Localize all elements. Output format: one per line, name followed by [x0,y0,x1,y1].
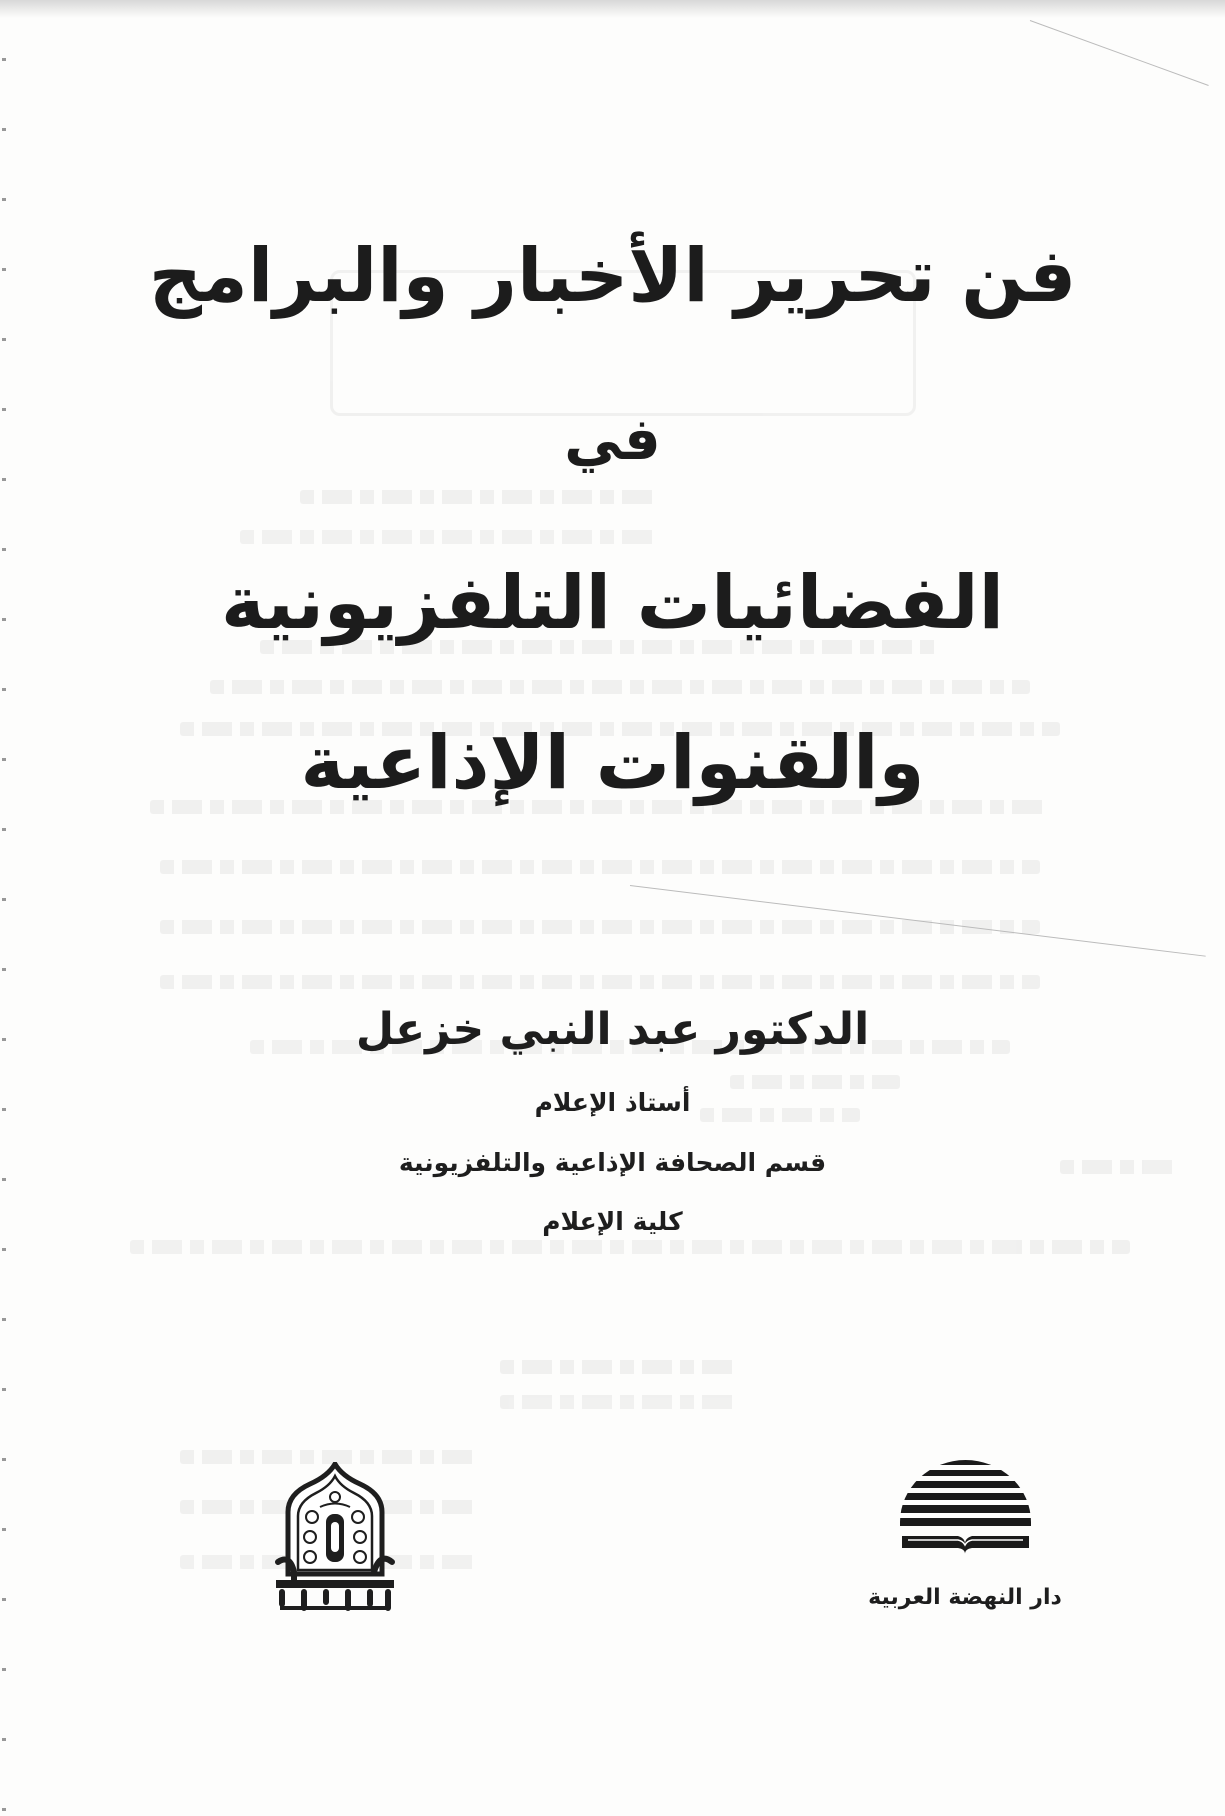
author-department: قسم الصحافة الإذاعية والتلفزيونية [398,1148,827,1177]
book-title-line-4: والقنوات الإذاعية [300,720,925,806]
nahda-dome-book-icon [898,1460,1033,1560]
hikma-arabesque-logo-icon [270,1462,400,1612]
book-title-line-2: في [564,405,661,473]
author-college: كلية الإعلام [542,1207,683,1236]
book-title-line-3: الفضائيات التلفزيونية [221,560,1004,646]
publisher-name: دار النهضة العربية [868,1585,1062,1610]
book-title-line-1: فن تحرير الأخبار والبرامج [148,233,1077,319]
author-name: الدكتور عبد النبي خزعل [355,1004,870,1055]
author-academic-title: أستاذ الإعلام [534,1088,691,1117]
